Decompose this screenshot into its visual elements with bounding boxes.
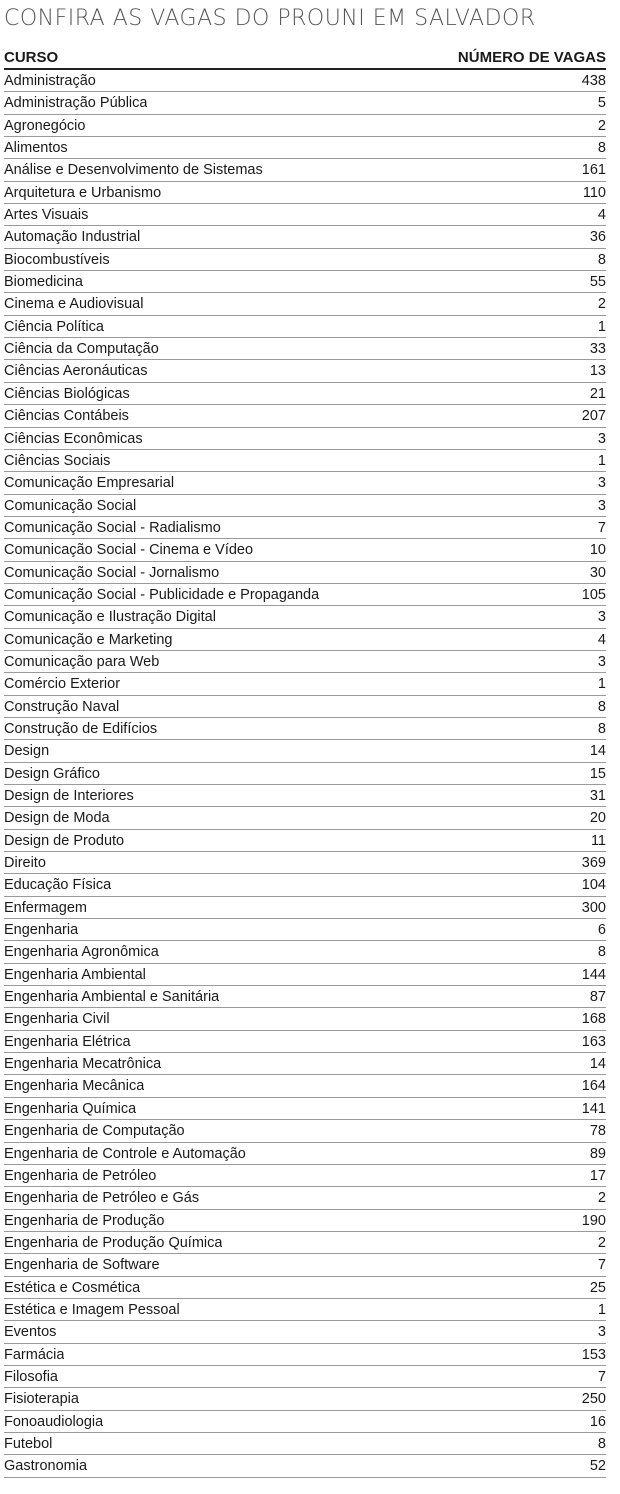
table-row xyxy=(4,1098,606,1120)
curso-cell: Agronegócio xyxy=(4,117,86,134)
vagas-cell: 4 xyxy=(597,631,606,648)
vagas-cell: 17 xyxy=(589,1167,606,1184)
table-row xyxy=(4,517,606,539)
vagas-cell: 110 xyxy=(582,184,606,201)
curso-cell: Engenharia de Produção xyxy=(4,1212,165,1229)
curso-cell: Comunicação Social - Publicidade e Propaganda xyxy=(4,586,320,603)
curso-cell: Filosofia xyxy=(4,1368,58,1385)
page-title: CONFIRA AS VAGAS DO PROUNI EM SALVADOR xyxy=(4,6,536,31)
vagas-cell: 36 xyxy=(589,229,606,246)
vagas-cell: 8 xyxy=(597,944,606,961)
curso-cell: Educação Física xyxy=(4,877,112,894)
table-row xyxy=(4,1321,606,1343)
table-row xyxy=(4,606,606,628)
vagas-cell: 164 xyxy=(581,1078,606,1095)
curso-cell: Engenharia Mecânica xyxy=(4,1078,145,1095)
curso-cell: Design Gráfico xyxy=(4,765,100,782)
table-row xyxy=(4,1187,606,1209)
vagas-cell: 1 xyxy=(597,452,606,469)
curso-cell: Engenharia de Produção Química xyxy=(4,1234,223,1251)
vagas-cell: 55 xyxy=(589,274,606,291)
vagas-cell: 4 xyxy=(597,207,606,224)
vagas-cell: 141 xyxy=(581,1100,606,1117)
vagas-cell: 8 xyxy=(597,698,606,715)
curso-cell: Fonoaudiologia xyxy=(4,1413,104,1430)
curso-cell: Comunicação e Marketing xyxy=(4,631,173,648)
curso-cell: Ciências Contábeis xyxy=(4,408,129,425)
table-row xyxy=(4,383,606,405)
curso-cell: Ciência Política xyxy=(4,318,104,335)
vagas-cell: 5 xyxy=(597,95,606,112)
curso-cell: Futebol xyxy=(4,1435,53,1452)
curso-cell: Engenharia de Software xyxy=(4,1257,160,1274)
table-row xyxy=(4,1053,606,1075)
table-header xyxy=(4,46,606,70)
table-row xyxy=(4,562,606,584)
vagas-cell: 168 xyxy=(581,1011,606,1028)
vagas-cell: 161 xyxy=(581,162,606,179)
column-header-vagas: NÚMERO DE VAGAS xyxy=(457,49,606,66)
vagas-cell: 105 xyxy=(581,586,606,603)
curso-cell: Engenharia Ambiental xyxy=(4,966,146,983)
vagas-cell: 10 xyxy=(589,542,606,559)
table-row xyxy=(4,539,606,561)
curso-cell: Engenharia de Computação xyxy=(4,1123,185,1140)
curso-cell: Arquitetura e Urbanismo xyxy=(4,184,162,201)
table-row xyxy=(4,428,606,450)
table-row xyxy=(4,874,606,896)
vagas-cell: 3 xyxy=(597,1324,606,1341)
vagas-cell: 163 xyxy=(581,1033,606,1050)
table-row xyxy=(4,740,606,762)
table-row xyxy=(4,1165,606,1187)
vagas-cell: 1 xyxy=(597,1301,606,1318)
table-row xyxy=(4,1075,606,1097)
curso-cell: Engenharia Ambiental e Sanitária xyxy=(4,989,220,1006)
table-row xyxy=(4,226,606,248)
table-row xyxy=(4,763,606,785)
curso-cell: Administração xyxy=(4,73,96,89)
vagas-cell: 87 xyxy=(589,989,606,1006)
table-row xyxy=(4,1455,606,1477)
vagas-cell: 8 xyxy=(597,720,606,737)
curso-cell: Comunicação Social - Cinema e Vídeo xyxy=(4,542,254,559)
vagas-cell: 2 xyxy=(597,117,606,134)
curso-cell: Gastronomia xyxy=(4,1458,88,1475)
curso-cell: Enfermagem xyxy=(4,899,88,916)
curso-cell: Análise e Desenvolvimento de Sistemas xyxy=(4,162,263,179)
curso-cell: Direito xyxy=(4,855,46,872)
vagas-cell: 2 xyxy=(597,296,606,313)
table-row xyxy=(4,897,606,919)
table-row xyxy=(4,673,606,695)
table-row xyxy=(4,852,606,874)
curso-cell: Ciências Sociais xyxy=(4,452,111,469)
curso-cell: Engenharia Elétrica xyxy=(4,1033,131,1050)
vagas-cell: 25 xyxy=(589,1279,606,1296)
table-row xyxy=(4,964,606,986)
table-row xyxy=(4,137,606,159)
table-row xyxy=(4,807,606,829)
table-row xyxy=(4,204,606,226)
table-row xyxy=(4,584,606,606)
vagas-cell: 33 xyxy=(589,341,606,358)
table-row xyxy=(4,1031,606,1053)
curso-cell: Engenharia de Controle e Automação xyxy=(4,1145,246,1162)
curso-cell: Ciências Biológicas xyxy=(4,385,130,402)
curso-cell: Alimentos xyxy=(4,140,68,157)
curso-cell: Comunicação para Web xyxy=(4,653,160,670)
table-row xyxy=(4,1344,606,1366)
curso-cell: Design de Produto xyxy=(4,832,125,849)
curso-cell: Comunicação Empresarial xyxy=(4,475,175,492)
curso-cell: Engenharia de Petróleo xyxy=(4,1167,157,1184)
vagas-cell: 3 xyxy=(597,430,606,447)
curso-cell: Comunicação e Ilustração Digital xyxy=(4,609,216,626)
table-row xyxy=(4,1008,606,1030)
curso-cell: Cinema e Audiovisual xyxy=(4,296,144,313)
curso-cell: Engenharia Civil xyxy=(4,1011,110,1028)
table-row xyxy=(4,830,606,852)
curso-cell: Estética e Cosmética xyxy=(4,1279,141,1296)
vagas-cell: 16 xyxy=(589,1413,606,1430)
curso-cell: Construção Naval xyxy=(4,698,120,715)
vagas-cell: 78 xyxy=(589,1123,606,1140)
table-row xyxy=(4,472,606,494)
vagas-cell: 8 xyxy=(597,251,606,268)
vagas-cell: 8 xyxy=(597,140,606,157)
curso-cell: Design de Moda xyxy=(4,810,110,827)
table-row xyxy=(4,450,606,472)
vagas-cell: 438 xyxy=(581,73,606,89)
vagas-cell: 250 xyxy=(581,1391,606,1408)
vagas-cell: 3 xyxy=(597,497,606,514)
curso-cell: Ciência da Computação xyxy=(4,341,159,358)
vagas-cell: 7 xyxy=(597,1257,606,1274)
curso-cell: Eventos xyxy=(4,1324,57,1341)
table-row xyxy=(4,1210,606,1232)
vagas-cell: 144 xyxy=(581,966,606,983)
column-header-curso: CURSO xyxy=(4,49,59,66)
vagas-cell: 207 xyxy=(581,408,606,425)
table-row xyxy=(4,651,606,673)
table-row xyxy=(4,718,606,740)
table-body xyxy=(4,70,606,1478)
vagas-cell: 300 xyxy=(581,899,606,916)
vagas-cell: 153 xyxy=(581,1346,606,1363)
table-row xyxy=(4,293,606,315)
curso-cell: Artes Visuais xyxy=(4,207,89,224)
table-row xyxy=(4,159,606,181)
vagas-cell: 8 xyxy=(597,1435,606,1452)
curso-cell: Biocombustíveis xyxy=(4,251,110,268)
vagas-cell: 30 xyxy=(589,564,606,581)
vagas-cell: 1 xyxy=(597,676,606,693)
table-row xyxy=(4,629,606,651)
table-row xyxy=(4,115,606,137)
table-row xyxy=(4,70,606,92)
table-row xyxy=(4,1388,606,1410)
table-row xyxy=(4,182,606,204)
table-row xyxy=(4,338,606,360)
table-row xyxy=(4,1120,606,1142)
table-row xyxy=(4,1143,606,1165)
vagas-cell: 13 xyxy=(589,363,606,380)
vagas-cell: 14 xyxy=(589,743,606,760)
curso-cell: Ciências Econômicas xyxy=(4,430,143,447)
curso-cell: Automação Industrial xyxy=(4,229,141,246)
curso-cell: Engenharia xyxy=(4,922,79,939)
table-row xyxy=(4,360,606,382)
vagas-cell: 6 xyxy=(597,922,606,939)
vagas-cell: 3 xyxy=(597,609,606,626)
vagas-cell: 15 xyxy=(589,765,606,782)
vagas-cell: 7 xyxy=(597,1368,606,1385)
curso-cell: Comunicação Social - Radialismo xyxy=(4,519,221,536)
vagas-cell: 20 xyxy=(589,810,606,827)
curso-cell: Biomedicina xyxy=(4,274,83,291)
curso-cell: Design de Interiores xyxy=(4,788,134,804)
vagas-cell: 21 xyxy=(589,385,606,402)
curso-cell: Engenharia de Petróleo e Gás xyxy=(4,1190,200,1207)
curso-cell: Engenharia Agronômica xyxy=(4,944,159,961)
curso-cell: Farmácia xyxy=(4,1346,65,1363)
table-row xyxy=(4,1254,606,1276)
vagas-cell: 2 xyxy=(597,1190,606,1207)
curso-cell: Ciências Aeronáuticas xyxy=(4,363,148,380)
curso-cell: Design xyxy=(4,743,50,760)
curso-cell: Fisioterapia xyxy=(4,1391,79,1408)
vagas-cell: 11 xyxy=(590,832,606,849)
curso-cell: Comércio Exterior xyxy=(4,676,121,693)
table-row xyxy=(4,405,606,427)
table-row xyxy=(4,941,606,963)
table-row xyxy=(4,1366,606,1388)
table-row xyxy=(4,696,606,718)
curso-cell: Comunicação Social - Jornalismo xyxy=(4,564,220,581)
table-row xyxy=(4,316,606,338)
vagas-cell: 89 xyxy=(589,1145,606,1162)
vagas-cell: 369 xyxy=(581,855,606,872)
vagas-cell: 52 xyxy=(589,1458,606,1475)
curso-cell: Comunicação Social xyxy=(4,497,137,514)
curso-cell: Administração Pública xyxy=(4,95,148,112)
vagas-cell: 3 xyxy=(597,475,606,492)
table-row xyxy=(4,919,606,941)
table-row xyxy=(4,1433,606,1455)
table-row xyxy=(4,785,606,807)
vagas-cell: 3 xyxy=(597,653,606,670)
vagas-cell: 1 xyxy=(597,318,606,335)
table-row xyxy=(4,249,606,271)
table-row xyxy=(4,1299,606,1321)
table-row xyxy=(4,1232,606,1254)
table-row xyxy=(4,495,606,517)
curso-cell: Construção de Edifícios xyxy=(4,720,158,737)
table-row xyxy=(4,1277,606,1299)
table-row xyxy=(4,1411,606,1433)
vagas-cell: 190 xyxy=(581,1212,606,1229)
vagas-cell: 31 xyxy=(589,788,606,804)
vagas-cell: 104 xyxy=(581,877,606,894)
curso-cell: Engenharia Mecatrônica xyxy=(4,1056,162,1073)
curso-cell: Engenharia Química xyxy=(4,1100,137,1117)
vagas-cell: 7 xyxy=(597,519,606,536)
curso-cell: Estética e Imagem Pessoal xyxy=(4,1301,180,1318)
vagas-cell: 2 xyxy=(597,1234,606,1251)
table-row xyxy=(4,986,606,1008)
table-row xyxy=(4,92,606,114)
table-row xyxy=(4,271,606,293)
vagas-cell: 14 xyxy=(589,1056,606,1073)
